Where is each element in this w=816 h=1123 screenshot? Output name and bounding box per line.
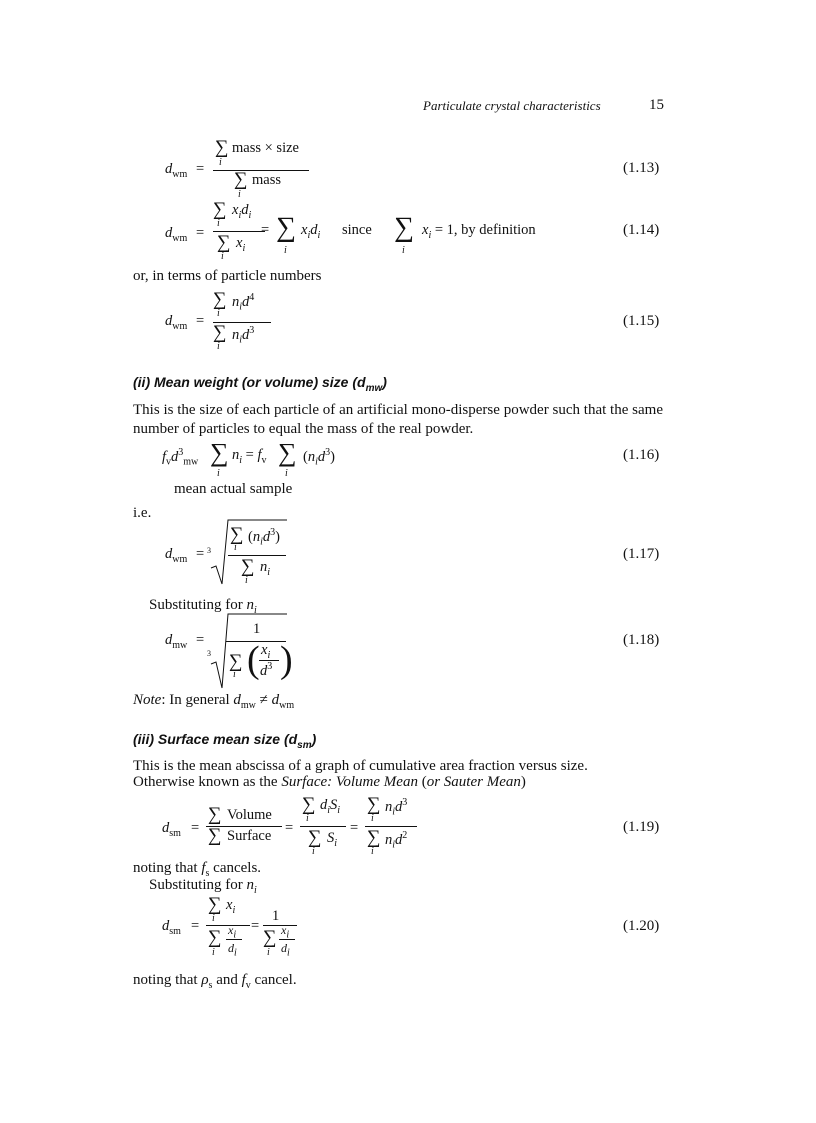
text-final-cancel: noting that $\rho_s$ and $f_v$ cancel. (133, 972, 297, 991)
paragraph-iii-line-1: This is the mean abscissa of a graph of cumulative area fraction versus size. (133, 758, 588, 774)
equation-caption: mean actual sample (174, 481, 293, 497)
equation-number: (1.13) (623, 160, 660, 176)
page-number: 15 (649, 97, 664, 113)
equation-number: (1.14) (623, 222, 660, 238)
equation-number: (1.20) (623, 918, 660, 934)
note-line: Note: In general $d_{mw} \ne d_{wm}$ (133, 692, 295, 711)
running-header-title: Particulate crystal characteristics (423, 98, 601, 113)
text-ie: i.e. (133, 505, 152, 521)
text-substituting-1: Substituting for $n_i$ (149, 597, 257, 616)
equation-number: (1.19) (623, 819, 660, 835)
paragraph-iii-line-2: Otherwise known as the Surface: Volume Mean (or Sauter Mean) (133, 774, 526, 790)
equation-number: (1.16) (623, 447, 660, 463)
sum-symbol: ∑ (234, 169, 248, 190)
paragraph-ii: This is the size of each particle of an artificial mono-disperse powder such that the same number of particles to equal the mass of the real powder. (133, 402, 663, 437)
equation-number: (1.18) (623, 632, 660, 648)
sum-symbol: ∑ (215, 137, 229, 158)
text-substituting-2: Substituting for $n_i$ (149, 877, 257, 896)
equation-number: (1.17) (623, 546, 660, 562)
section-heading-iii: (iii) Surface mean size $(d_{sm})$ (133, 731, 317, 751)
section-heading-ii: (ii) Mean weight (or volume) size $(d_{mw})$ (133, 374, 387, 394)
text-particle-numbers: or, in terms of particle numbers (133, 268, 322, 284)
equation-number: (1.15) (623, 313, 660, 329)
text-fs-cancels: noting that $f_s$ cancels. (133, 860, 262, 879)
